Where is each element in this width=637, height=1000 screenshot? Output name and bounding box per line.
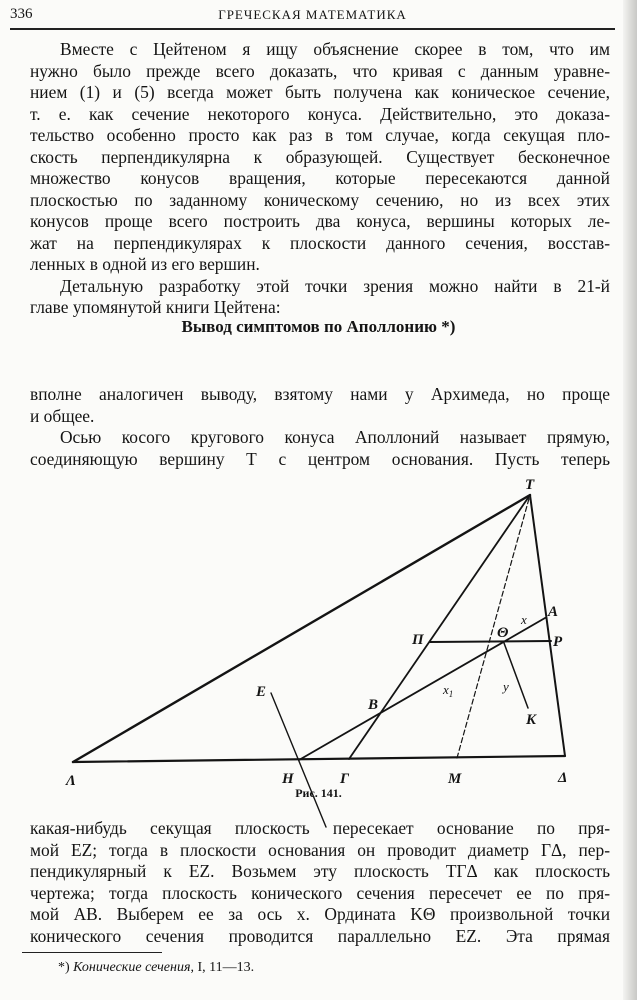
label-lambda: Λ <box>66 773 77 789</box>
text-line: плоскостью по заданному коническому сечению, но из всех этих <box>30 189 610 210</box>
label-E: E <box>256 684 267 700</box>
figure-caption: Рис. 141. <box>295 786 342 800</box>
label-T: T <box>525 477 535 493</box>
label-x1-main: x <box>443 682 449 697</box>
running-title: ГРЕЧЕСКАЯ МАТЕМАТИКА <box>218 7 407 22</box>
label-y: y <box>503 679 509 694</box>
text-line: тельство особенно просто как раз в том случае, когда секущая пло- <box>30 125 610 145</box>
text-line: пендикулярный к EZ. Возьмем эту плоскость ТГΔ как плоскость <box>30 861 610 881</box>
section-heading: Вывод симптомов по Аполлонию *) <box>181 317 456 336</box>
label-theta: Θ <box>497 625 509 641</box>
label-P: P <box>553 634 563 650</box>
text-line: ленных в одной из его вершин. <box>30 254 260 274</box>
text-line: чертежа; тогда плоскость конического сечения пересечет ее по пря- <box>30 882 610 903</box>
text-line: множество конусов вращения, которые пересекаются данной <box>30 168 610 188</box>
page-number: 336 <box>10 6 33 22</box>
label-x1-subscript: 1 <box>448 689 454 699</box>
text-line: Осью косого кругового конуса Аполлоний называет прямую, <box>60 427 610 447</box>
label-delta: Δ <box>558 770 568 786</box>
label-pi: Π <box>412 632 424 648</box>
text-line: конического сечения проводится параллельно EZ. Эта прямая <box>30 925 610 946</box>
text-line: мой EZ; тогда в плоскости основания он проводит диаметр ГΔ, пер- <box>30 839 610 860</box>
footnote-title: Конические сечения <box>73 960 191 975</box>
label-gamma: Γ <box>340 771 350 787</box>
label-x: x <box>521 612 527 627</box>
label-x1 <box>442 682 453 699</box>
label-M: M <box>448 771 462 787</box>
line-lambda-T <box>73 495 530 762</box>
text-line: нием (1) и (5) всегда может быть получена как коническое сечение, <box>30 82 610 102</box>
text-line: вполне аналогичен выводу, взятому нами у Архимеда, но проще <box>30 384 610 404</box>
text-line: конусов проще всего построить два конуса, вершины которых ле- <box>30 211 610 231</box>
text-line: мой AB. Выберем ее за ось x. Ордината KΘ произвольной точки <box>30 904 610 924</box>
label-A: A <box>548 604 559 620</box>
footnote-rule <box>22 952 162 953</box>
text-line: Детальную разработку этой точки зрения можно найти в 21-й <box>60 275 610 296</box>
label-H: H <box>282 771 294 787</box>
footnote <box>58 960 254 976</box>
text-line: Вместе с Цейтеном я ищу объяснение скорее в том, что им <box>60 39 610 59</box>
footnote-reference: , I, 11—13. <box>190 960 255 975</box>
text-line: соединяющую вершину Т с центром основания. Пусть теперь <box>30 448 610 469</box>
line-theta-K <box>504 643 528 708</box>
label-B: B <box>368 697 379 713</box>
label-K: K <box>526 712 537 728</box>
text-line: главе упомянутой книги Цейтена: <box>30 297 281 317</box>
line-lambda-delta <box>73 756 565 762</box>
line-pi-P <box>430 641 551 642</box>
text-line: жат на перпендикулярах к плоскости данного сечения, восстав- <box>30 232 610 253</box>
text-line: скость перпендикулярна к образующей. Существует бесконечное <box>30 146 610 167</box>
footnote-marker: *) <box>58 960 70 975</box>
text-line: нужно было прежде всего доказать, что кривая с данным уравне- <box>30 60 610 81</box>
text-line: какая-нибудь секущая плоскость пересекает основание по пря- <box>30 818 610 838</box>
text-line: т. е. как сечение некоторого конуса. Действительно, это доказа- <box>30 103 610 124</box>
text-line: и общее. <box>30 405 95 426</box>
line-M-T-dashed <box>457 495 530 758</box>
